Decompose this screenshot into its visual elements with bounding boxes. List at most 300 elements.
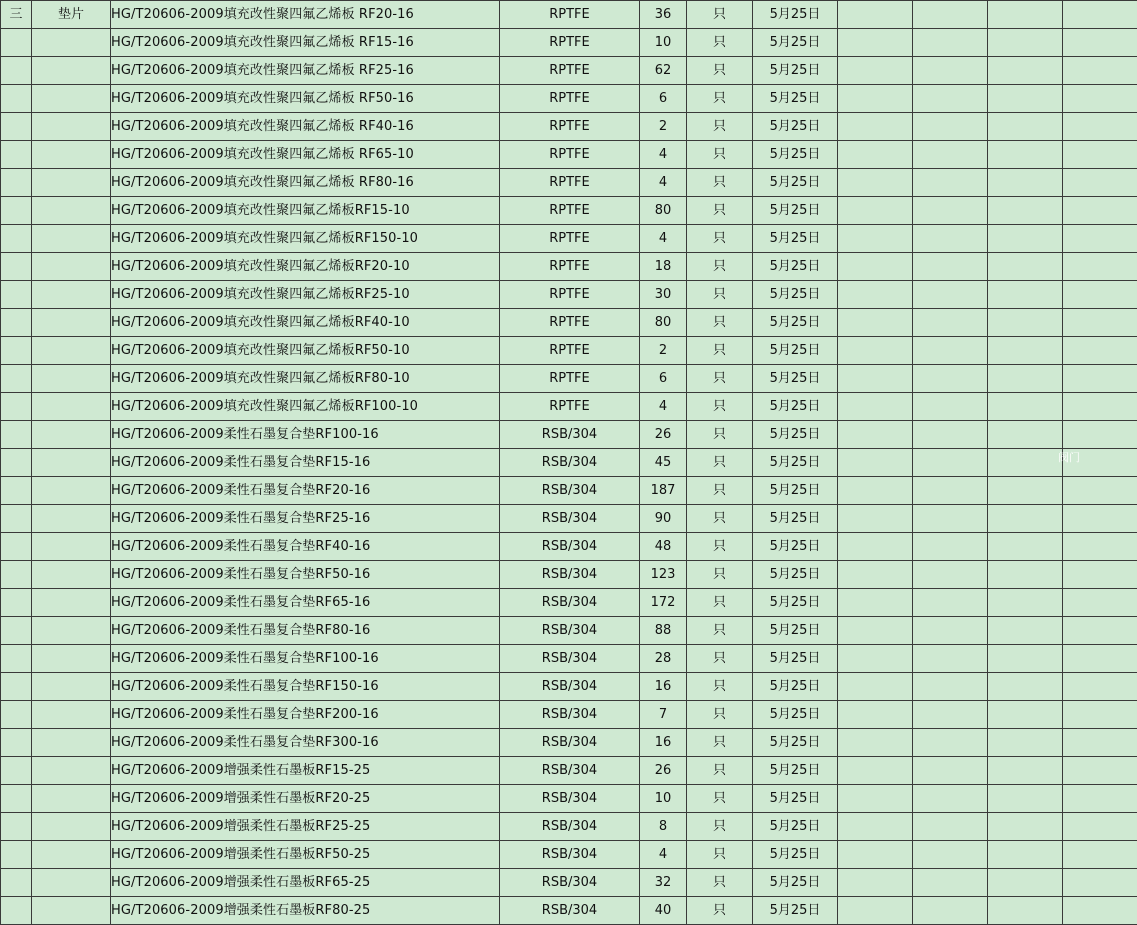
item-name-cell[interactable]: HG/T20606-2009填充改性聚四氟乙烯板 RF25-16 <box>111 57 500 85</box>
empty-cell[interactable] <box>913 813 988 841</box>
empty-cell[interactable] <box>913 449 988 477</box>
empty-cell[interactable] <box>913 841 988 869</box>
section-number-cell[interactable] <box>1 365 32 393</box>
category-cell[interactable] <box>32 197 111 225</box>
item-name-cell[interactable]: HG/T20606-2009增强柔性石墨板RF80-25 <box>111 897 500 925</box>
item-name-cell[interactable]: HG/T20606-2009填充改性聚四氟乙烯板 RF40-16 <box>111 113 500 141</box>
section-number-cell[interactable] <box>1 701 32 729</box>
unit-cell[interactable]: 只 <box>687 225 753 253</box>
quantity-cell[interactable]: 8 <box>640 813 687 841</box>
date-cell[interactable]: 5月25日 <box>753 729 838 757</box>
category-cell[interactable] <box>32 869 111 897</box>
empty-cell[interactable] <box>913 645 988 673</box>
empty-cell[interactable] <box>838 113 913 141</box>
empty-cell[interactable] <box>838 505 913 533</box>
unit-cell[interactable]: 只 <box>687 421 753 449</box>
empty-cell[interactable] <box>838 449 913 477</box>
item-name-cell[interactable]: HG/T20606-2009增强柔性石墨板RF65-25 <box>111 869 500 897</box>
empty-cell[interactable] <box>838 673 913 701</box>
empty-cell[interactable] <box>1063 673 1137 701</box>
empty-cell[interactable] <box>913 1 988 29</box>
unit-cell[interactable]: 只 <box>687 589 753 617</box>
unit-cell[interactable]: 只 <box>687 1 753 29</box>
item-name-cell[interactable]: HG/T20606-2009柔性石墨复合垫RF25-16 <box>111 505 500 533</box>
unit-cell[interactable]: 只 <box>687 729 753 757</box>
item-name-cell[interactable]: HG/T20606-2009柔性石墨复合垫RF80-16 <box>111 617 500 645</box>
category-cell[interactable] <box>32 365 111 393</box>
category-cell[interactable] <box>32 141 111 169</box>
empty-cell[interactable] <box>988 225 1063 253</box>
section-number-cell[interactable] <box>1 533 32 561</box>
empty-cell[interactable] <box>913 561 988 589</box>
material-cell[interactable]: RSB/304 <box>500 841 640 869</box>
section-number-cell[interactable] <box>1 421 32 449</box>
date-cell[interactable]: 5月25日 <box>753 141 838 169</box>
empty-cell[interactable] <box>838 561 913 589</box>
category-cell[interactable] <box>32 729 111 757</box>
empty-cell[interactable] <box>1063 225 1137 253</box>
item-name-cell[interactable]: HG/T20606-2009填充改性聚四氟乙烯板RF150-10 <box>111 225 500 253</box>
empty-cell[interactable] <box>913 57 988 85</box>
quantity-cell[interactable]: 4 <box>640 841 687 869</box>
empty-cell[interactable] <box>988 505 1063 533</box>
material-cell[interactable]: RSB/304 <box>500 449 640 477</box>
quantity-cell[interactable]: 4 <box>640 393 687 421</box>
unit-cell[interactable]: 只 <box>687 617 753 645</box>
empty-cell[interactable] <box>913 617 988 645</box>
empty-cell[interactable] <box>913 897 988 925</box>
empty-cell[interactable] <box>838 197 913 225</box>
empty-cell[interactable] <box>988 1 1063 29</box>
empty-cell[interactable] <box>988 533 1063 561</box>
empty-cell[interactable] <box>838 85 913 113</box>
empty-cell[interactable] <box>988 897 1063 925</box>
empty-cell[interactable] <box>913 85 988 113</box>
date-cell[interactable]: 5月25日 <box>753 1 838 29</box>
item-name-cell[interactable]: HG/T20606-2009柔性石墨复合垫RF20-16 <box>111 477 500 505</box>
category-cell[interactable] <box>32 897 111 925</box>
empty-cell[interactable] <box>988 281 1063 309</box>
unit-cell[interactable]: 只 <box>687 561 753 589</box>
empty-cell[interactable] <box>988 197 1063 225</box>
unit-cell[interactable]: 只 <box>687 253 753 281</box>
empty-cell[interactable] <box>838 29 913 57</box>
material-cell[interactable]: RSB/304 <box>500 701 640 729</box>
category-cell[interactable] <box>32 589 111 617</box>
quantity-cell[interactable]: 10 <box>640 785 687 813</box>
empty-cell[interactable] <box>913 505 988 533</box>
date-cell[interactable]: 5月25日 <box>753 225 838 253</box>
empty-cell[interactable] <box>913 141 988 169</box>
date-cell[interactable]: 5月25日 <box>753 673 838 701</box>
empty-cell[interactable] <box>838 617 913 645</box>
empty-cell[interactable] <box>913 197 988 225</box>
empty-cell[interactable] <box>913 477 988 505</box>
empty-cell[interactable] <box>1063 85 1137 113</box>
unit-cell[interactable]: 只 <box>687 785 753 813</box>
category-cell[interactable] <box>32 701 111 729</box>
empty-cell[interactable] <box>838 869 913 897</box>
empty-cell[interactable] <box>1063 841 1137 869</box>
empty-cell[interactable] <box>913 225 988 253</box>
item-name-cell[interactable]: HG/T20606-2009填充改性聚四氟乙烯板RF50-10 <box>111 337 500 365</box>
empty-cell[interactable] <box>913 729 988 757</box>
date-cell[interactable]: 5月25日 <box>753 197 838 225</box>
quantity-cell[interactable]: 172 <box>640 589 687 617</box>
date-cell[interactable]: 5月25日 <box>753 589 838 617</box>
empty-cell[interactable] <box>838 757 913 785</box>
section-number-cell[interactable] <box>1 589 32 617</box>
empty-cell[interactable] <box>988 869 1063 897</box>
empty-cell[interactable] <box>1063 393 1137 421</box>
item-name-cell[interactable]: HG/T20606-2009柔性石墨复合垫RF40-16 <box>111 533 500 561</box>
category-cell[interactable] <box>32 505 111 533</box>
item-name-cell[interactable]: HG/T20606-2009柔性石墨复合垫RF200-16 <box>111 701 500 729</box>
quantity-cell[interactable]: 10 <box>640 29 687 57</box>
empty-cell[interactable] <box>838 729 913 757</box>
material-cell[interactable]: RSB/304 <box>500 421 640 449</box>
unit-cell[interactable]: 只 <box>687 841 753 869</box>
category-cell[interactable]: 垫片 <box>32 1 111 29</box>
category-cell[interactable] <box>32 673 111 701</box>
material-cell[interactable]: RPTFE <box>500 337 640 365</box>
section-number-cell[interactable] <box>1 449 32 477</box>
material-cell[interactable]: RSB/304 <box>500 533 640 561</box>
quantity-cell[interactable]: 28 <box>640 645 687 673</box>
empty-cell[interactable] <box>838 533 913 561</box>
empty-cell[interactable] <box>1063 169 1137 197</box>
empty-cell[interactable] <box>1063 645 1137 673</box>
empty-cell[interactable] <box>913 337 988 365</box>
empty-cell[interactable] <box>913 169 988 197</box>
quantity-cell[interactable]: 123 <box>640 561 687 589</box>
empty-cell[interactable] <box>988 337 1063 365</box>
category-cell[interactable] <box>32 57 111 85</box>
empty-cell[interactable] <box>1063 897 1137 925</box>
unit-cell[interactable]: 只 <box>687 169 753 197</box>
section-number-cell[interactable] <box>1 281 32 309</box>
item-name-cell[interactable]: HG/T20606-2009柔性石墨复合垫RF15-16 <box>111 449 500 477</box>
unit-cell[interactable]: 只 <box>687 449 753 477</box>
empty-cell[interactable] <box>1063 533 1137 561</box>
item-name-cell[interactable]: HG/T20606-2009柔性石墨复合垫RF150-16 <box>111 673 500 701</box>
category-cell[interactable] <box>32 785 111 813</box>
empty-cell[interactable] <box>988 813 1063 841</box>
empty-cell[interactable] <box>988 421 1063 449</box>
material-cell[interactable]: RPTFE <box>500 253 640 281</box>
empty-cell[interactable] <box>913 393 988 421</box>
date-cell[interactable]: 5月25日 <box>753 897 838 925</box>
section-number-cell[interactable] <box>1 505 32 533</box>
empty-cell[interactable] <box>913 113 988 141</box>
date-cell[interactable]: 5月25日 <box>753 393 838 421</box>
material-cell[interactable]: RSB/304 <box>500 869 640 897</box>
unit-cell[interactable]: 只 <box>687 309 753 337</box>
item-name-cell[interactable]: HG/T20606-2009填充改性聚四氟乙烯板RF25-10 <box>111 281 500 309</box>
empty-cell[interactable] <box>1063 337 1137 365</box>
category-cell[interactable] <box>32 309 111 337</box>
section-number-cell[interactable] <box>1 841 32 869</box>
date-cell[interactable]: 5月25日 <box>753 533 838 561</box>
empty-cell[interactable] <box>838 57 913 85</box>
empty-cell[interactable] <box>913 757 988 785</box>
empty-cell[interactable] <box>1063 561 1137 589</box>
unit-cell[interactable]: 只 <box>687 337 753 365</box>
section-number-cell[interactable] <box>1 869 32 897</box>
unit-cell[interactable]: 只 <box>687 141 753 169</box>
empty-cell[interactable] <box>913 589 988 617</box>
empty-cell[interactable] <box>913 421 988 449</box>
empty-cell[interactable] <box>838 841 913 869</box>
category-cell[interactable] <box>32 477 111 505</box>
unit-cell[interactable]: 只 <box>687 645 753 673</box>
date-cell[interactable]: 5月25日 <box>753 645 838 673</box>
quantity-cell[interactable]: 16 <box>640 729 687 757</box>
category-cell[interactable] <box>32 813 111 841</box>
material-cell[interactable]: RPTFE <box>500 29 640 57</box>
date-cell[interactable]: 5月25日 <box>753 365 838 393</box>
category-cell[interactable] <box>32 533 111 561</box>
section-number-cell[interactable] <box>1 785 32 813</box>
empty-cell[interactable] <box>988 85 1063 113</box>
section-number-cell[interactable] <box>1 253 32 281</box>
section-number-cell[interactable] <box>1 141 32 169</box>
item-name-cell[interactable]: HG/T20606-2009填充改性聚四氟乙烯板RF100-10 <box>111 393 500 421</box>
quantity-cell[interactable]: 4 <box>640 169 687 197</box>
empty-cell[interactable] <box>1063 197 1137 225</box>
empty-cell[interactable] <box>838 645 913 673</box>
unit-cell[interactable]: 只 <box>687 701 753 729</box>
category-cell[interactable] <box>32 449 111 477</box>
unit-cell[interactable]: 只 <box>687 813 753 841</box>
empty-cell[interactable] <box>1063 365 1137 393</box>
date-cell[interactable]: 5月25日 <box>753 813 838 841</box>
item-name-cell[interactable]: HG/T20606-2009填充改性聚四氟乙烯板 RF65-10 <box>111 141 500 169</box>
date-cell[interactable]: 5月25日 <box>753 309 838 337</box>
material-cell[interactable]: RPTFE <box>500 197 640 225</box>
empty-cell[interactable] <box>838 1 913 29</box>
item-name-cell[interactable]: HG/T20606-2009增强柔性石墨板RF25-25 <box>111 813 500 841</box>
category-cell[interactable] <box>32 337 111 365</box>
empty-cell[interactable] <box>1063 309 1137 337</box>
category-cell[interactable] <box>32 281 111 309</box>
empty-cell[interactable] <box>1063 57 1137 85</box>
item-name-cell[interactable]: HG/T20606-2009填充改性聚四氟乙烯板 RF20-16 <box>111 1 500 29</box>
section-number-cell[interactable] <box>1 757 32 785</box>
unit-cell[interactable]: 只 <box>687 477 753 505</box>
empty-cell[interactable] <box>913 673 988 701</box>
material-cell[interactable]: RSB/304 <box>500 561 640 589</box>
quantity-cell[interactable]: 48 <box>640 533 687 561</box>
quantity-cell[interactable]: 80 <box>640 197 687 225</box>
quantity-cell[interactable]: 7 <box>640 701 687 729</box>
unit-cell[interactable]: 只 <box>687 29 753 57</box>
section-number-cell[interactable] <box>1 477 32 505</box>
item-name-cell[interactable]: HG/T20606-2009增强柔性石墨板RF50-25 <box>111 841 500 869</box>
quantity-cell[interactable]: 62 <box>640 57 687 85</box>
unit-cell[interactable]: 只 <box>687 113 753 141</box>
empty-cell[interactable] <box>838 897 913 925</box>
empty-cell[interactable] <box>1063 757 1137 785</box>
empty-cell[interactable] <box>1063 141 1137 169</box>
section-number-cell[interactable] <box>1 561 32 589</box>
unit-cell[interactable]: 只 <box>687 505 753 533</box>
empty-cell[interactable] <box>913 869 988 897</box>
item-name-cell[interactable]: HG/T20606-2009填充改性聚四氟乙烯板RF20-10 <box>111 253 500 281</box>
empty-cell[interactable] <box>1063 701 1137 729</box>
item-name-cell[interactable]: HG/T20606-2009填充改性聚四氟乙烯板RF40-10 <box>111 309 500 337</box>
category-cell[interactable] <box>32 841 111 869</box>
empty-cell[interactable] <box>988 253 1063 281</box>
empty-cell[interactable] <box>988 757 1063 785</box>
unit-cell[interactable]: 只 <box>687 757 753 785</box>
item-name-cell[interactable]: HG/T20606-2009柔性石墨复合垫RF100-16 <box>111 645 500 673</box>
empty-cell[interactable] <box>1063 421 1137 449</box>
empty-cell[interactable] <box>838 253 913 281</box>
material-cell[interactable]: RSB/304 <box>500 729 640 757</box>
empty-cell[interactable] <box>988 785 1063 813</box>
section-number-cell[interactable] <box>1 645 32 673</box>
empty-cell[interactable] <box>988 393 1063 421</box>
empty-cell[interactable] <box>988 29 1063 57</box>
unit-cell[interactable]: 只 <box>687 85 753 113</box>
material-cell[interactable]: RPTFE <box>500 1 640 29</box>
date-cell[interactable]: 5月25日 <box>753 757 838 785</box>
empty-cell[interactable] <box>1063 813 1137 841</box>
quantity-cell[interactable]: 18 <box>640 253 687 281</box>
empty-cell[interactable] <box>1063 617 1137 645</box>
date-cell[interactable]: 5月25日 <box>753 29 838 57</box>
quantity-cell[interactable]: 4 <box>640 225 687 253</box>
category-cell[interactable] <box>32 617 111 645</box>
empty-cell[interactable] <box>1063 869 1137 897</box>
empty-cell[interactable] <box>838 393 913 421</box>
material-cell[interactable]: RPTFE <box>500 225 640 253</box>
item-name-cell[interactable]: HG/T20606-2009增强柔性石墨板RF15-25 <box>111 757 500 785</box>
item-name-cell[interactable]: HG/T20606-2009填充改性聚四氟乙烯板RF15-10 <box>111 197 500 225</box>
empty-cell[interactable] <box>1063 729 1137 757</box>
date-cell[interactable]: 5月25日 <box>753 57 838 85</box>
empty-cell[interactable] <box>1063 29 1137 57</box>
category-cell[interactable] <box>32 645 111 673</box>
empty-cell[interactable] <box>913 253 988 281</box>
empty-cell[interactable] <box>1063 281 1137 309</box>
date-cell[interactable]: 5月25日 <box>753 841 838 869</box>
date-cell[interactable]: 5月25日 <box>753 785 838 813</box>
date-cell[interactable]: 5月25日 <box>753 701 838 729</box>
date-cell[interactable]: 5月25日 <box>753 281 838 309</box>
quantity-cell[interactable]: 30 <box>640 281 687 309</box>
empty-cell[interactable] <box>988 589 1063 617</box>
material-cell[interactable]: RSB/304 <box>500 477 640 505</box>
date-cell[interactable]: 5月25日 <box>753 869 838 897</box>
empty-cell[interactable] <box>838 309 913 337</box>
empty-cell[interactable] <box>913 281 988 309</box>
section-number-cell[interactable] <box>1 813 32 841</box>
date-cell[interactable]: 5月25日 <box>753 477 838 505</box>
date-cell[interactable]: 5月25日 <box>753 253 838 281</box>
empty-cell[interactable] <box>988 57 1063 85</box>
empty-cell[interactable] <box>1063 477 1137 505</box>
quantity-cell[interactable]: 32 <box>640 869 687 897</box>
date-cell[interactable]: 5月25日 <box>753 505 838 533</box>
empty-cell[interactable] <box>838 421 913 449</box>
item-name-cell[interactable]: HG/T20606-2009填充改性聚四氟乙烯板 RF50-16 <box>111 85 500 113</box>
empty-cell[interactable] <box>1063 253 1137 281</box>
section-number-cell[interactable] <box>1 113 32 141</box>
item-name-cell[interactable]: HG/T20606-2009填充改性聚四氟乙烯板RF80-10 <box>111 365 500 393</box>
empty-cell[interactable] <box>988 645 1063 673</box>
item-name-cell[interactable]: HG/T20606-2009柔性石墨复合垫RF100-16 <box>111 421 500 449</box>
date-cell[interactable]: 5月25日 <box>753 169 838 197</box>
empty-cell[interactable] <box>913 365 988 393</box>
section-number-cell[interactable] <box>1 29 32 57</box>
empty-cell[interactable] <box>988 113 1063 141</box>
section-number-cell[interactable] <box>1 617 32 645</box>
item-name-cell[interactable]: HG/T20606-2009填充改性聚四氟乙烯板 RF15-16 <box>111 29 500 57</box>
empty-cell[interactable] <box>838 701 913 729</box>
section-number-cell[interactable] <box>1 673 32 701</box>
empty-cell[interactable] <box>988 561 1063 589</box>
material-cell[interactable]: RPTFE <box>500 169 640 197</box>
empty-cell[interactable] <box>838 281 913 309</box>
quantity-cell[interactable]: 45 <box>640 449 687 477</box>
material-cell[interactable]: RPTFE <box>500 57 640 85</box>
empty-cell[interactable] <box>838 337 913 365</box>
empty-cell[interactable] <box>838 225 913 253</box>
material-cell[interactable]: RSB/304 <box>500 617 640 645</box>
section-number-cell[interactable] <box>1 225 32 253</box>
category-cell[interactable] <box>32 757 111 785</box>
material-cell[interactable]: RPTFE <box>500 393 640 421</box>
empty-cell[interactable] <box>838 813 913 841</box>
empty-cell[interactable] <box>838 141 913 169</box>
material-cell[interactable]: RPTFE <box>500 309 640 337</box>
empty-cell[interactable] <box>913 29 988 57</box>
empty-cell[interactable] <box>988 309 1063 337</box>
unit-cell[interactable]: 只 <box>687 197 753 225</box>
item-name-cell[interactable]: HG/T20606-2009柔性石墨复合垫RF65-16 <box>111 589 500 617</box>
unit-cell[interactable]: 只 <box>687 393 753 421</box>
quantity-cell[interactable]: 80 <box>640 309 687 337</box>
date-cell[interactable]: 5月25日 <box>753 113 838 141</box>
section-number-cell[interactable] <box>1 57 32 85</box>
empty-cell[interactable] <box>988 477 1063 505</box>
material-cell[interactable]: RSB/304 <box>500 673 640 701</box>
empty-cell[interactable] <box>988 701 1063 729</box>
quantity-cell[interactable]: 187 <box>640 477 687 505</box>
unit-cell[interactable]: 只 <box>687 365 753 393</box>
empty-cell[interactable] <box>1063 113 1137 141</box>
item-name-cell[interactable]: HG/T20606-2009柔性石墨复合垫RF50-16 <box>111 561 500 589</box>
material-cell[interactable]: RPTFE <box>500 85 640 113</box>
section-number-cell[interactable] <box>1 85 32 113</box>
unit-cell[interactable]: 只 <box>687 897 753 925</box>
category-cell[interactable] <box>32 169 111 197</box>
empty-cell[interactable] <box>988 841 1063 869</box>
empty-cell[interactable] <box>988 169 1063 197</box>
empty-cell[interactable] <box>838 785 913 813</box>
section-number-cell[interactable] <box>1 169 32 197</box>
material-cell[interactable]: RSB/304 <box>500 897 640 925</box>
empty-cell[interactable] <box>988 617 1063 645</box>
material-cell[interactable]: RPTFE <box>500 281 640 309</box>
empty-cell[interactable] <box>913 701 988 729</box>
section-number-cell[interactable] <box>1 729 32 757</box>
category-cell[interactable] <box>32 561 111 589</box>
quantity-cell[interactable]: 88 <box>640 617 687 645</box>
quantity-cell[interactable]: 16 <box>640 673 687 701</box>
